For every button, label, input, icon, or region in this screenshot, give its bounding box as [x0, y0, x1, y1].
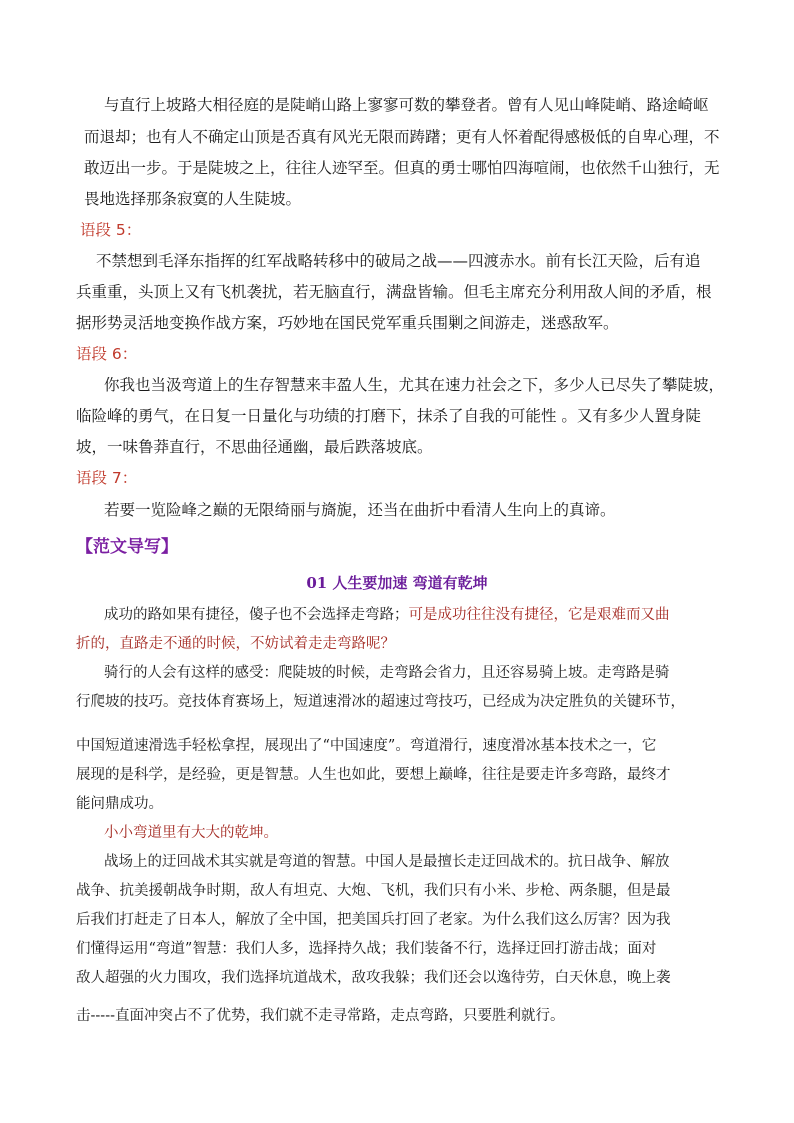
section-heading: 【范文导写】 [76, 537, 178, 557]
paragraph-line: 临险峰的勇气，在日复一日量化与功绩的打磨下，抹杀了自我的可能性 。又有多少人置身陡 [76, 407, 701, 425]
paragraph-line: 兵重重，头顶上又有飞机袭扰，若无脑直行，满盘皆输。但毛主席充分利用敌人间的矛盾，根 [76, 283, 712, 301]
paragraph-line: 坡，一味鲁莽直行，不思曲径通幽，最后跌落坡底。 [76, 438, 433, 456]
paragraph-line: 与直行上坡路大相径庭的是陡峭山路上寥寥可数的攀登者。曾有人见山峰陡峭、路途崎岖 [104, 96, 709, 114]
essay-line: 后我们打赶走了日本人，解放了全中国，把美国兵打回了老家。为什么我们这么厉害？因为我 [76, 912, 671, 928]
essay-line: 战场上的迂回战术其实就是弯道的智慧。中国人是最擅长走迂回战术的。抗日战争、解放 [104, 854, 670, 870]
segment-label-7: 语段 7： [76, 469, 138, 487]
paragraph-line: 不禁想到毛泽东指挥的红军战略转移中的破局之战——四渡赤水。前有长江天险，后有追 [96, 252, 701, 270]
essay-line: 展现的是科学，是经验，更是智慧。人生也如此，要想上巅峰，往往是要走许多弯路，最终才 [76, 767, 671, 783]
essay-line: 行爬坡的技巧。竞技体育赛场上，短道速滑冰的超速过弯技巧，已经成为决定胜负的关键环节， [76, 694, 685, 710]
paragraph-line: 若要一览险峰之巅的无限绮丽与旖旎，还当在曲折中看清人生向上的真谛。 [104, 501, 616, 519]
paragraph-line: 而退却；也有人不确定山顶是否真有风光无限而踌躇；更有人怀着配得感极低的自卑心理，不 [84, 128, 720, 146]
paragraph-line: 你我也当汲弯道上的生存智慧来丰盈人生，尤其在速力社会之下，多少人已尽失了攀陡坡， [104, 376, 725, 394]
paragraph-line: 据形势灵活地变换作战方案，巧妙地在国民党军重兵围剿之间游走，迷惑敌军。 [76, 314, 619, 332]
segment-label-6: 语段 6： [76, 345, 138, 363]
essay-line: 能问鼎成功。 [76, 796, 163, 812]
essay-text-red: 可是成功往往没有捷径，它是艰难而又曲 [408, 607, 670, 623]
essay-line [104, 605, 670, 625]
essay-line: 们懂得运用“弯道”智慧：我们人多，选择持久战；我们装备不行，选择迂回打游击战；面对 [76, 941, 657, 957]
essay-line: 战争、抗美援朝战争时期，敌人有坦克、大炮、飞机，我们只有小米、步枪、两条腿，但是最 [76, 883, 671, 899]
essay-line: 击-----直面冲突占不了优势，我们就不走寻常路，走点弯路，只要胜利就行。 [76, 1008, 565, 1024]
paragraph-line: 敢迈出一步。于是陡坡之上，往往人迹罕至。但真的勇士哪怕四海喧闹，也依然千山独行，无 [84, 159, 720, 177]
essay-line-red: 折的，直路走不通的时候，不妨试着走走弯路呢？ [76, 636, 395, 652]
essay-subheading: 小小弯道里有大大的乾坤。 [104, 825, 278, 841]
essay-line: 骑行的人会有这样的感受：爬陡坡的时候，走弯路会省力，且还容易骑上坡。走弯路是骑 [104, 665, 670, 681]
essay-line: 中国短道速滑选手轻松拿捏，展现出了“中国速度”。弯道滑行，速度滑冰基本技术之一，它 [76, 738, 657, 754]
essay-line: 敌人超强的火力围攻，我们选择坑道战术，敌攻我躲；我们还会以逸待劳，白天休息，晚上袭 [76, 970, 671, 986]
segment-label-5: 语段 5： [80, 221, 142, 239]
paragraph-line: 畏地选择那条寂寞的人生陡坡。 [84, 190, 302, 208]
essay-title: 01 人生要加速 弯道有乾坤 [306, 574, 488, 592]
essay-text-black: 成功的路如果有捷径，傻子也不会选择走弯路； [104, 607, 409, 623]
